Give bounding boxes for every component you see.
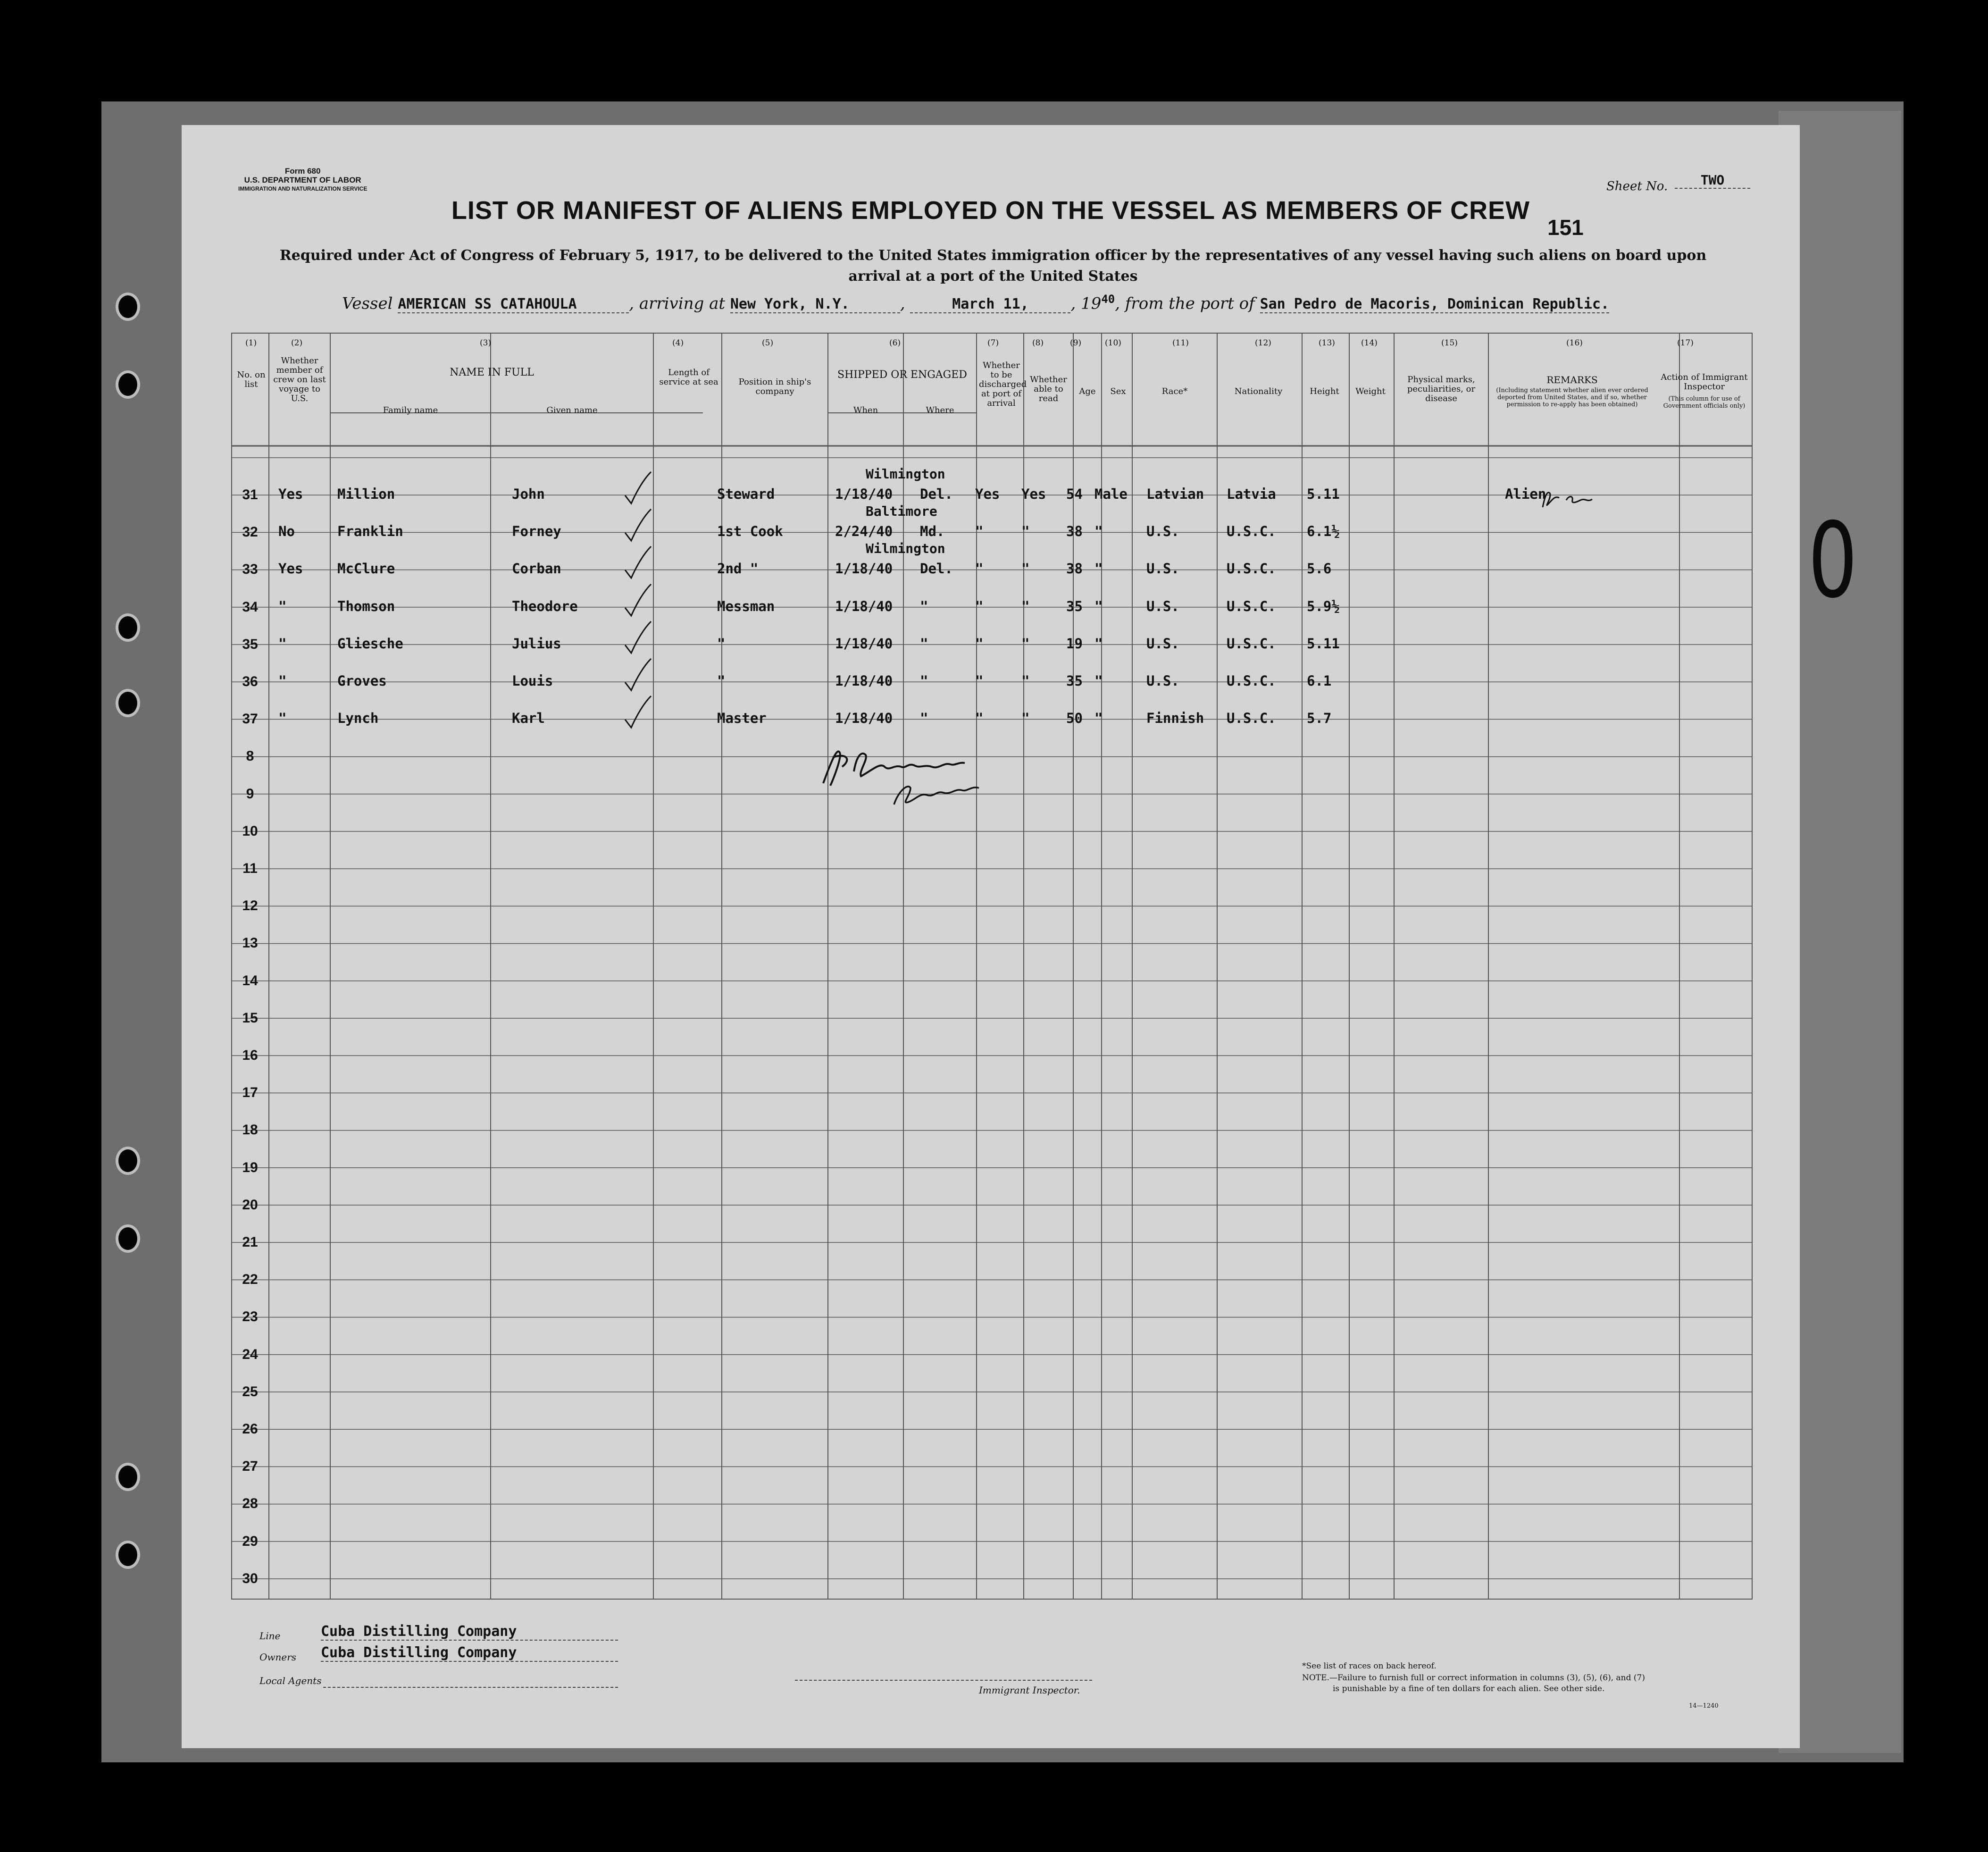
cell-given-name: Theodore [512,598,578,614]
cell-age: 19 [1066,635,1083,652]
from-port-label: , from the port of [1115,294,1255,313]
cell-able-to-read: " [1021,710,1030,727]
grid-vertical-lines [231,333,1753,1600]
cell-last-voyage: No [278,523,295,540]
footer-owners-value: Cuba Distilling Company [321,1644,618,1662]
cell-position: " [717,635,726,652]
cell-age: 35 [1066,598,1083,614]
cell-nationality: U.S.C. [1227,523,1276,540]
binder-hole [116,1463,140,1491]
col-num-2: (2) [291,338,303,348]
cell-height: 6.1 [1307,673,1332,689]
cell-given-name: Louis [512,673,553,689]
row-number: 37 [242,711,258,727]
cell-able-to-read: " [1021,598,1030,614]
footer-line-value: Cuba Distilling Company [321,1623,618,1641]
cell-age: 38 [1066,561,1083,577]
cell-discharged: Yes [975,486,1000,502]
col-num-9: (9) [1070,338,1082,348]
cell-last-voyage: " [278,673,287,689]
cell-race: U.S. [1146,598,1179,614]
col-num-10: (10) [1105,338,1121,348]
cell-last-voyage: " [278,710,287,727]
cell-race: Finnish [1146,710,1204,727]
col-header-no: No. on list [237,370,266,389]
cell-sex: " [1094,673,1103,689]
cell-position: Steward [717,486,775,502]
cell-shipped-where: " [920,710,928,727]
cell-shipped-where: " [920,635,928,652]
cell-shipped-where: Md. [920,523,945,540]
col-num-8: (8) [1032,338,1044,348]
cell-shipped-where: Del. [920,561,953,577]
col-header-last-voyage: Whether member of crew on last voyage to U.S. [273,356,326,403]
col-header-race: Race* [1161,386,1188,396]
col-header-height: Height [1310,386,1339,396]
col-num-6: (6) [889,338,901,348]
form-dept: U.S. DEPARTMENT OF LABOR [244,176,361,184]
footer-agents-line [323,1687,618,1688]
cell-family-name: Thomson [337,598,395,614]
row-number: 32 [242,524,258,540]
cell-nationality: U.S.C. [1227,598,1276,614]
cell-discharged: " [975,598,984,614]
col-header-name: NAME IN FULL [450,367,534,378]
footer-owners-label: Owners [259,1651,297,1663]
row-number: 20 [242,1197,258,1213]
cell-discharged: " [975,635,984,652]
cell-able-to-read: " [1021,561,1030,577]
cell-shipped-port: Wilmington [866,541,945,557]
col-header-physical-marks: Physical marks, peculiarities, or disease [1407,375,1476,403]
cell-family-name: Groves [337,673,387,689]
col-num-14: (14) [1361,338,1378,348]
cell-race: Latvian [1146,486,1204,502]
cell-shipped-port: Baltimore [866,503,937,520]
row-number: 14 [242,972,258,989]
cell-family-name: Lynch [337,710,379,727]
cell-position: Messman [717,598,775,614]
cell-discharged: " [975,710,984,727]
grid-horizontal-lines [231,333,1753,1600]
cell-discharged: " [975,561,984,577]
document-title: LIST OR MANIFEST OF ALIENS EMPLOYED ON THE VESSEL AS MEMBERS OF CREW [451,196,1530,225]
cell-remarks: Alien [1505,486,1546,502]
row-number: 18 [242,1122,258,1138]
col-header-sex: Sex [1110,386,1126,396]
form-id [238,167,367,193]
cell-shipped-when: 1/18/40 [835,598,893,614]
year-prefix: , 19 [1070,294,1102,313]
row-number: 21 [242,1234,258,1250]
col-num-5: (5) [762,338,774,348]
cell-sex: " [1094,710,1103,727]
footer-note-penalty: NOTE.—Failure to furnish full or correct information in columns (3), (5), (6), and (7) [1302,1673,1645,1683]
row-number: 13 [242,935,258,951]
col-header-inspector-note: (This column for use of Government officials only) [1663,395,1746,410]
departure-port: San Pedro de Macoris, Dominican Republic. [1260,296,1610,313]
cell-last-voyage: " [278,635,287,652]
cell-family-name: Gliesche [337,635,403,652]
manifest-sheet [182,125,1800,1748]
col-num-7: (7) [987,338,999,348]
col-header-position: Position in ship's company [738,377,811,396]
year-suffix: 40 [1101,293,1115,306]
cell-given-name: Forney [512,523,561,540]
cell-height: 6.1½ [1307,523,1340,540]
arriving-label: , arriving at [629,294,726,313]
check-mark-icon [623,544,656,582]
cell-position: 1st Cook [717,523,783,540]
row-number: 12 [242,898,258,914]
col-header-remarks-note: (Including statement whether alien ever ordered deported from United States, and if so, whether permission to re-apply has been obtained) [1496,387,1648,408]
cell-height: 5.11 [1307,635,1340,652]
col-num-3: (3) [480,338,492,348]
cell-position: " [717,673,726,689]
cell-given-name: Julius [512,635,561,652]
binder-hole [116,370,140,399]
cell-race: U.S. [1146,673,1179,689]
cell-able-to-read: " [1021,523,1030,540]
row-number: 19 [242,1159,258,1175]
col-header-inspector-action: Action of Immigrant Inspector [1661,372,1748,392]
row-number: 28 [242,1496,258,1512]
check-mark-icon [623,507,656,545]
cell-shipped-when: 1/18/40 [835,635,893,652]
form-service: IMMIGRATION AND NATURALIZATION SERVICE [238,185,368,192]
cell-height: 5.11 [1307,486,1340,502]
footer-agents-label: Local Agents [259,1675,322,1686]
row-number: 10 [242,823,258,839]
cell-given-name: Karl [512,710,545,727]
row-number: 30 [242,1570,258,1586]
col-header-family-name: Family name [383,405,438,415]
col-num-12: (12) [1255,338,1271,348]
cell-nationality: U.S.C. [1227,673,1276,689]
row-number: 9 [246,786,254,802]
check-mark-icon [623,469,656,507]
cell-shipped-where: Del. [920,486,953,502]
col-header-weight: Weight [1355,386,1386,396]
col-header-remarks: REMARKS [1546,374,1598,385]
row-number: 26 [242,1421,258,1437]
vessel-name: AMERICAN SS CATAHOULA [398,296,629,313]
cell-able-to-read: " [1021,673,1030,689]
binder-hole [116,613,140,642]
vessel-line: Vessel AMERICAN SS CATAHOULA , arriving at New York, N.Y. , March 11, , $19^{40}$, from the port of San Pedro de Macoris, Dominican Republic. [342,293,1610,313]
stamp-number: 151 [1547,215,1584,240]
row-number: 24 [242,1346,258,1362]
cell-height: 5.7 [1307,710,1332,727]
cell-shipped-when: 1/18/40 [835,561,893,577]
row-number: 34 [242,599,258,615]
col-num-16: (16) [1566,338,1583,348]
inspector-signature-line [795,1680,1092,1681]
cell-sex: " [1094,561,1103,577]
binder-hole [116,689,140,717]
cell-race: U.S. [1146,635,1179,652]
row-number: 22 [242,1272,258,1288]
cell-nationality: U.S.C. [1227,561,1276,577]
row-number: 11 [242,861,258,876]
cell-shipped-where: " [920,598,928,614]
cell-family-name: Franklin [337,523,403,540]
row-number: 33 [242,561,258,578]
col-header-nationality: Nationality [1234,386,1283,396]
col-num-17: (17) [1677,338,1694,348]
cell-last-voyage: " [278,598,287,614]
cell-sex: " [1094,598,1103,614]
col-header-service: Length of service at sea [659,368,718,387]
cell-position: 2nd " [717,561,759,577]
col-num-15: (15) [1441,338,1458,348]
row-number: 15 [242,1010,258,1026]
marks-handwriting [1540,486,1597,514]
row-number: 25 [242,1383,258,1399]
sheet-no-label: Sheet No. [1606,179,1668,193]
col-header-where: Where [926,405,954,415]
binder-hole [116,1224,140,1253]
cell-last-voyage: Yes [278,561,303,577]
cell-sex: Male [1094,486,1128,502]
row-number: 23 [242,1309,258,1325]
col-header-shipped: SHIPPED OR ENGAGED [837,369,967,381]
cell-age: 54 [1066,486,1083,502]
footer-print-code: 14—1240 [1689,1702,1719,1710]
cell-age: 50 [1066,710,1083,727]
cell-shipped-where: " [920,673,928,689]
cell-shipped-when: 1/18/40 [835,710,893,727]
form-number: Form 680 [284,167,321,176]
cell-shipped-when: 1/18/40 [835,673,893,689]
cell-family-name: Million [337,486,395,502]
row-number: 31 [242,487,258,503]
cell-age: 38 [1066,523,1083,540]
col-num-11: (11) [1172,338,1189,348]
vessel-label: Vessel [342,294,393,313]
row-number: 35 [242,636,258,652]
cell-given-name: John [512,486,545,502]
inspector-label: Immigrant Inspector. [979,1684,1080,1696]
footer-note-races: *See list of races on back hereof. [1302,1661,1437,1671]
cell-height: 5.6 [1307,561,1332,577]
check-mark-icon [623,619,656,657]
col-num-13: (13) [1319,338,1335,348]
cell-shipped-port: Wilmington [866,466,945,482]
cell-shipped-when: 1/18/40 [835,486,893,502]
cell-last-voyage: Yes [278,486,303,502]
row-number: 27 [242,1458,258,1475]
cell-position: Master [717,710,767,727]
row-number: 8 [246,748,254,764]
document-subtitle: Required under Act of Congress of February 5, 1917, to be delivered to the United States immigration officer by the representatives of any vessel having such aliens on board upon arrival at a port of the United States [279,247,1707,285]
col-header-discharged: Whether to be discharged at port of arrival [979,360,1027,408]
inspector-signature [814,738,1012,814]
col-header-age: Age [1079,386,1096,396]
cell-nationality: Latvia [1227,486,1276,502]
binder-hole [116,293,140,321]
col-header-read: Whether able to read [1030,375,1067,403]
cell-nationality: U.S.C. [1227,710,1276,727]
row-number: 36 [242,674,258,689]
cell-family-name: McClure [337,561,395,577]
binder-hole [116,1541,140,1569]
margin-handwritten-mark: 0 [1808,500,1858,621]
binder-hole [116,1147,140,1175]
row-number: 16 [242,1048,258,1063]
arrival-port: New York, N.Y. [730,296,900,313]
cell-height: 5.9½ [1307,598,1340,614]
cell-age: 35 [1066,673,1083,689]
row-number: 17 [242,1085,258,1101]
col-header-when: When [853,405,878,415]
col-num-4: (4) [672,338,684,348]
cell-nationality: U.S.C. [1227,635,1276,652]
cell-race: U.S. [1146,523,1179,540]
cell-sex: " [1094,523,1103,540]
cell-given-name: Corban [512,561,561,577]
col-num-1: (1) [245,338,257,348]
row-number: 29 [242,1533,258,1549]
arrival-date: March 11, [910,296,1070,313]
cell-able-to-read: Yes [1021,486,1046,502]
cell-able-to-read: " [1021,635,1030,652]
cell-shipped-when: 2/24/40 [835,523,893,540]
col-header-given-name: Given name [546,405,598,415]
check-mark-icon [623,694,656,731]
cell-discharged: " [975,673,984,689]
cell-discharged: " [975,523,984,540]
footer-line-label: Line [259,1630,281,1642]
check-mark-icon [623,582,656,620]
sheet-no-value: TWO [1675,172,1750,189]
footer-note-penalty-cont: is punishable by a fine of ten dollars for each alien. See other side. [1333,1684,1605,1693]
cell-sex: " [1094,635,1103,652]
manifest-grid [231,333,1753,1600]
cell-race: U.S. [1146,561,1179,577]
check-mark-icon [623,656,656,694]
